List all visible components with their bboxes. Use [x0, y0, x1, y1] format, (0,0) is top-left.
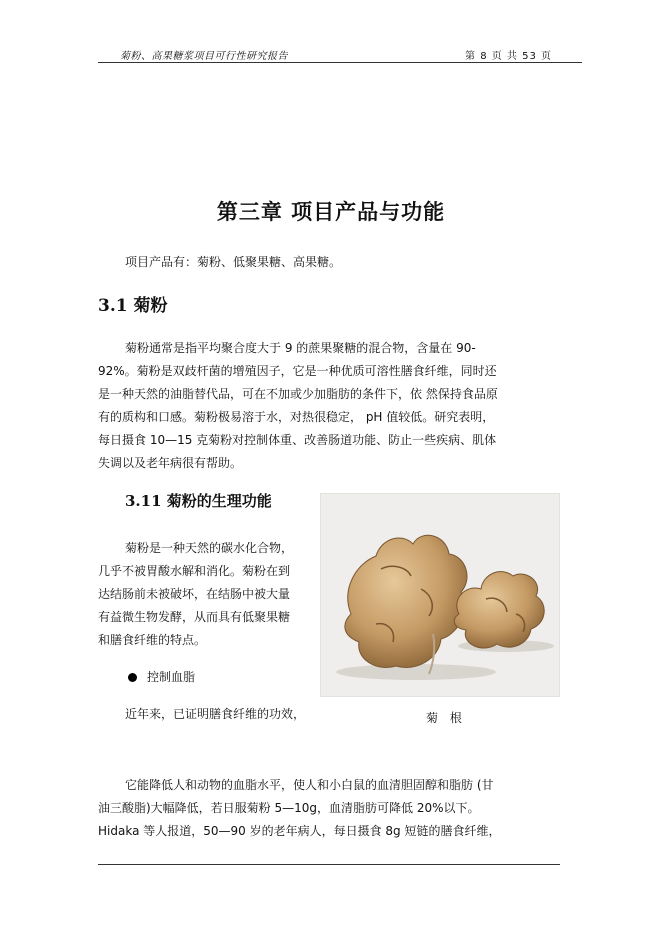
chapter-title: 第三章 项目产品与功能: [216, 199, 446, 224]
section-heading-3-1: 3.1 菊粉: [98, 296, 168, 316]
paragraph-line: 近年来，已证明膳食纤维的功效，: [125, 707, 306, 721]
tuber-illustration: [321, 494, 559, 696]
header-title: 菊粉、高果糖浆项目可行性研究报告: [120, 51, 288, 62]
paragraph-line: 有的质构和口感。菊粉极易溶于水，对热很稳定， pH 值较低。研究表明，: [98, 410, 495, 424]
section-heading-3-11: 3.11 菊粉的生理功能: [125, 492, 272, 510]
page-header: [98, 44, 582, 63]
paragraph-line: 有益微生物发酵，从而具有低聚果糖: [98, 610, 291, 624]
intro-paragraph: 项目产品有：菊粉、低聚果糖、高果糖。: [125, 255, 342, 269]
bullet-item: [128, 668, 195, 685]
paragraph-line: 每日摄食 10—15 克菊粉对控制体重、改善肠道功能、防止一些疾病、肌体: [98, 433, 497, 447]
page-number: 第 8 页 共 53 页: [465, 51, 552, 62]
paragraph-line: 几乎不被胃酸水解和消化。菊粉在到: [98, 564, 291, 578]
bullet-label: 控制血脂: [147, 670, 196, 684]
paragraph-line: 和膳食纤维的特点。: [98, 633, 207, 647]
paragraph-line: 它能降低人和动物的血脂水平，使人和小白鼠的血清胆固醇和脂肪 (甘: [125, 778, 494, 792]
jerusalem-artichoke-photo: [320, 493, 560, 697]
paragraph-line: 菊粉通常是指平均聚合度大于 9 的蔗果聚糖的混合物，含量在 90-: [125, 341, 476, 355]
paragraph-line: 达结肠前未被破坏，在结肠中被大量: [98, 587, 291, 601]
footer-divider: [98, 864, 560, 865]
paragraph-line: Hidaka 等人报道，50—90 岁的老年病人，每日摄食 8g 短链的膳食纤维，: [98, 824, 501, 838]
paragraph-line: 油三酸脂)大幅降低，若日服菊粉 5—10g，血清脂肪可降低 20%以下。: [98, 801, 480, 815]
paragraph-line: 是一种天然的油脂替代品，可在不加或少加脂肪的条件下，依 然保持食品原: [98, 387, 498, 401]
paragraph-line: 92%。菊粉是双歧杆菌的增殖因子，它是一种优质可溶性膳食纤维，同时还: [98, 364, 497, 378]
figure-caption: 菊 根: [426, 711, 466, 725]
paragraph-line: 菊粉是一种天然的碳水化合物，: [125, 541, 294, 555]
bullet-dot-icon: [128, 673, 137, 682]
paragraph-line: 失调以及老年病很有帮助。: [98, 456, 243, 470]
